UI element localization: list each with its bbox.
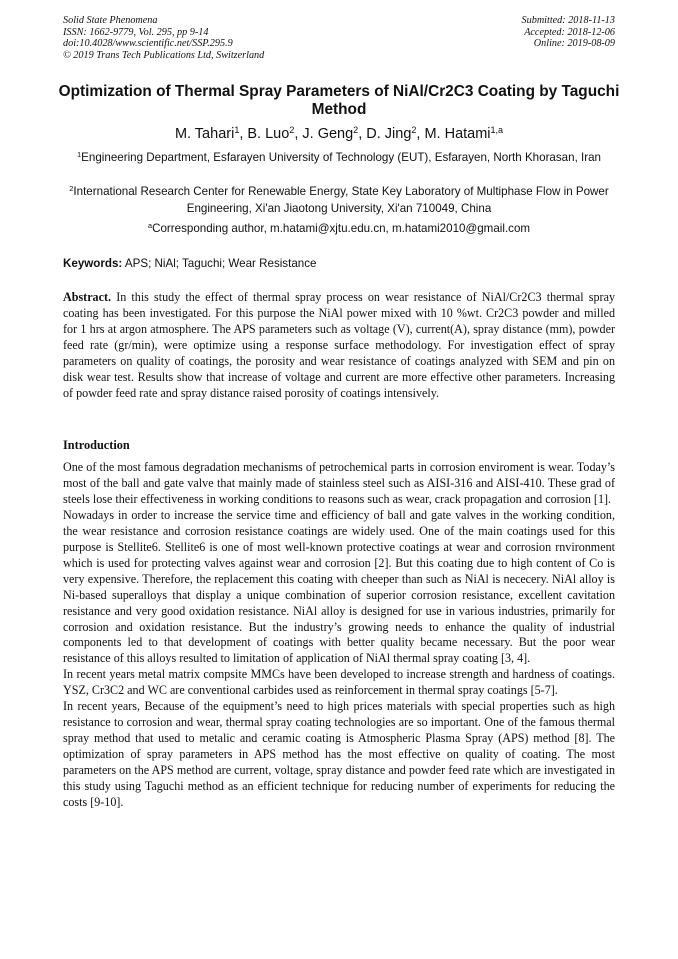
keywords-label: Keywords:: [63, 257, 123, 270]
journal-name: Solid State Phenomena: [63, 15, 158, 26]
introduction-body: [63, 460, 615, 811]
introduction-heading: Introduction: [63, 438, 130, 452]
affiliation-2: [63, 184, 615, 217]
intro-paragraph: One of the most famous degradation mechanisms of petrochemical parts in corrosion enviroment is wear. Today’s most of the ball and gate valve that mainly made of stainless steel such as AISI-316 and AISI-410. These grad of steels lose their effectiveness in working conditions to reasons such as wear, crack propagation and corrosion [1].: [63, 460, 615, 506]
affiliation-text: International Research Center for Renewable Energy, State Key Laboratory of Multiphase Flow in Power Engineering, Xi'an Jiaotong University, Xi'an 710049, China: [73, 185, 609, 215]
keywords-text: APS; NiAl; Taguchi; Wear Resistance: [124, 257, 317, 270]
affiliation-mark: a: [147, 221, 153, 230]
online-date: Online: 2019-08-09: [533, 38, 615, 50]
author-name: B. Luo: [247, 126, 290, 142]
author-name: J. Geng: [302, 126, 354, 142]
intro-paragraph: Nowadays in order to increase the service time and efficiency of ball and gate valves in the working condition, the wear resistance and corrosion resistance coatings are widely used. One of the main coatings used for this purpose is Stellite6. Stellite6 is one of most well-known protective coatings at wear and corrosion rnvironment which is used for protecting valves against wear and corrosion [2]. But this coating due to high content of Co is very expensive. Therefore, the replacement this coating with cheeper than such as NiAl is nececery. NiAl alloy is Ni-based superalloys that display a unique combination of superior corrosion resistance, excellent cavitation resistance and very good oxidation resistance. NiAl alloy is designed for use in various industries, primarily for corrosion and oxidation resistance. But the industry’s growing needs to enhance the quality of industrial components led to that development of coatings with better quality became necessary. But the poor wear resistance of this alloys resulted to limitation of application of NiAl thermal spray coating [3, 4].: [63, 507, 615, 666]
submitted-date: Submitted: 2018-11-13: [521, 15, 615, 26]
author-list: M. Tahari$^1$, B. Luo$^2$, J. Geng$^2$, D. Jing$^2$, M. Hatami$^{1,a}$: [174, 125, 504, 142]
issn-line: ISSN: 1662-9779, Vol. 295, pp 9-14: [63, 26, 209, 38]
abstract-text: In this study the effect of thermal spray process on wear resistance of NiAl/Cr2C3 thermal spray coating has been investigated. For this purpose the NiAl power mixed with 10 %wt. Cr2C3 powder and milled for 1 hrs at argon atmosphere. The APS parameters such as voltage (V), current(A), spray distance (mm), powder feed rate (gr/min), were optimize using a response surface methodology. For investigation effect of spray parameters on quality of coatings, the porosity and wear resistance of coatings analyzed with SEM and pin on disk wear test. Results show that increase of voltage and current are more effective other parameters. Increasing of powder feed rate and spray distance raised porosity of coatings intensively.: [63, 290, 615, 400]
corresponding-author-text: Corresponding author, m.hatami@xjtu.edu.cn, m.hatami2010@gmail.com: [152, 222, 531, 235]
copyright-line: © 2019 Trans Tech Publications Ltd, Switzerland: [63, 49, 265, 61]
abstract: [63, 290, 615, 402]
author-name: M. Hatami: [424, 126, 491, 142]
affiliation-mark: 1: [77, 150, 82, 159]
author-affiliation-mark: 2: [289, 125, 295, 135]
author-affiliation-mark: 2: [411, 125, 417, 135]
author-name: M. Tahari: [174, 126, 235, 142]
affiliation-mark: 2: [69, 184, 74, 193]
journal-header-right: [522, 15, 615, 50]
accepted-date: Accepted: 2018-12-06: [524, 26, 615, 38]
author-name: D. Jing: [366, 126, 412, 142]
author-affiliation-mark: 2: [353, 125, 359, 135]
doi-line: doi:10.4028/www.scientific.net/SSP.295.9: [63, 38, 233, 50]
author-affiliation-mark: 1: [234, 125, 240, 135]
intro-paragraph: In recent years, Because of the equipment’s need to high prices materials with special properties such as high resistance to corrosion and wear, thermal spray coating technologies are so important. One of the famous thermal spray method that used to metalic and ceramic coating is Atmospheric Plasma Spray (APS) method [8]. The optimization of spray parameters in APS method has the most effective on quality of coating. The most parameters on the APS method are current, voltage, spray distance and powder feed rate which are investigated in this study using Taguchi method as an efficient technique for reducing number of experiments for reducing the costs [9-10].: [63, 699, 615, 810]
author-affiliation-mark: 1,a: [490, 125, 504, 135]
intro-paragraph: In recent years metal matrix compsite MMCs have been developed to increase strength and hardness of coatings. YSZ, Cr3C2 and WC are conventional carbides used as reinforcement in thermal spray coatings [5-7].: [63, 667, 615, 698]
abstract-label: Abstract.: [63, 290, 112, 304]
journal-header-left: [63, 15, 264, 61]
keywords: [63, 256, 615, 272]
paper-title: Optimization of Thermal Spray Parameters of NiAl/Cr2C3 Coating by Taguchi Method: [58, 83, 620, 118]
affiliation-1: [63, 150, 615, 167]
affiliation-text: Engineering Department, Esfarayen University of Technology (EUT), Esfarayen, North Khorasan, Iran: [81, 151, 601, 164]
corresponding-author: [63, 221, 615, 238]
